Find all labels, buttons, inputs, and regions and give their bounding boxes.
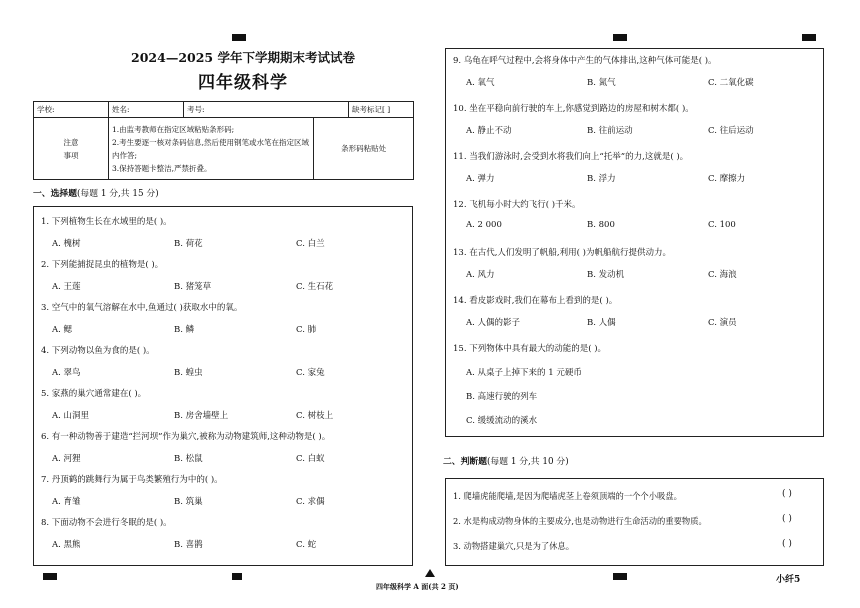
option-b[interactable]: B. 800 [587,220,615,230]
exam-number-field[interactable]: 考号: [184,102,349,118]
question-text: 13. 在古代,人们发明了帆船,利用( )为帆船航行提供动力。 [453,248,671,258]
page-triangle-icon [425,569,435,577]
option-b[interactable]: B. 筑巢 [174,497,203,507]
option-b[interactable]: B. 往前运动 [587,126,633,136]
option-c[interactable]: C. 蛇 [296,540,317,550]
answer-paren[interactable]: ( ) [782,489,792,499]
section-title: 二、判断题 [443,457,487,467]
option-a[interactable]: A. 育雏 [52,497,81,507]
note-item: 1.由监考教师在指定区域粘贴条形码; [112,124,235,134]
judgment-item: 1. 爬墙虎能爬墙,是因为爬墙虎茎上卷须顶端的一个个小吸盘。 [453,491,682,501]
option-c[interactable]: C. 演员 [708,318,737,328]
answer-paren[interactable]: ( ) [782,514,792,524]
option-b[interactable]: B. 松鼠 [174,454,203,464]
question-text: 1. 下列植物生长在水域里的是( )。 [41,217,172,227]
absent-mark-field[interactable]: 缺考标记[ ] [349,102,414,118]
option-b[interactable]: B. 猪笼草 [174,282,212,292]
registration-mark [613,573,627,580]
option-c[interactable]: C. 家兔 [296,368,325,378]
registration-mark [802,34,816,41]
option-b[interactable]: B. 发动机 [587,270,625,280]
option[interactable]: C. 缓缓流动的溪水 [466,416,538,426]
option-a[interactable]: A. 王莲 [52,282,81,292]
question-text: 15. 下列物体中具有最大的动能的是( )。 [453,344,607,354]
question-text: 12. 飞机每小时大约飞行( )千米。 [453,200,581,210]
judgment-item: 3. 动物搭建巢穴,只是为了休息。 [453,541,575,551]
exam-subject: 四年级科学 [198,73,288,93]
corner-code: 小纤5 [776,575,801,585]
name-field[interactable]: 姓名: [109,102,184,118]
option-c[interactable]: C. 二氧化碳 [708,78,754,88]
option-c[interactable]: C. 往后运动 [708,126,754,136]
option-c[interactable]: C. 白兰 [296,239,325,249]
question-text: 4. 下列动物以鱼为食的是( )。 [41,346,155,356]
answer-paren[interactable]: ( ) [782,539,792,549]
option[interactable]: A. 从桌子上掉下来的 1 元硬币 [466,368,582,378]
option-b[interactable]: B. 氮气 [587,78,616,88]
barcode-area: 条形码粘贴处 [314,118,414,180]
section-note: (每题 1 分,共 15 分) [77,189,159,199]
question-text: 6. 有一种动物善于建造“拦河坝”作为巢穴,被称为动物建筑师,这种动物是( )。 [41,432,331,442]
student-info-table [33,101,414,180]
option-c[interactable]: C. 白蚁 [296,454,325,464]
registration-mark [232,573,242,580]
section-note: (每题 1 分,共 10 分) [487,457,569,467]
option-b[interactable]: B. 蝗虫 [174,368,203,378]
question-text: 7. 丹顶鹤的跳舞行为属于鸟类繁殖行为中的( )。 [41,475,223,485]
question-text: 8. 下面动物不会进行冬眠的是( )。 [41,518,172,528]
option-a[interactable]: A. 风力 [466,270,495,280]
option-a[interactable]: A. 鳃 [52,325,73,335]
question-text: 5. 家燕的巢穴通常建在( )。 [41,389,147,399]
section-heading [443,454,569,467]
option-a[interactable]: A. 氧气 [466,78,495,88]
option-a[interactable]: A. 黑熊 [52,540,81,550]
option-b[interactable]: B. 荷花 [174,239,203,249]
notes-label-text: 注意事项 [63,137,79,160]
option-a[interactable]: A. 翠鸟 [52,368,81,378]
notes-list [109,118,314,180]
section-title: 一、选择题 [33,189,77,199]
registration-mark [613,34,627,41]
question-text: 10. 坐在平稳向前行驶的车上,你感觉到路边的房屋和树木都( )。 [453,104,694,114]
option-c[interactable]: C. 求偶 [296,497,325,507]
option-b[interactable]: B. 喜鹊 [174,540,203,550]
registration-mark [232,34,246,41]
note-item: 2.考生要逐一核对条码信息,然后使用钢笔或水笔在指定区域内作答; [112,137,310,160]
option-c[interactable]: C. 100 [708,220,736,230]
option-c[interactable]: C. 树枝上 [296,411,334,421]
notes-label [34,118,109,180]
question-text: 9. 乌龟在呼气过程中,会将身体中产生的气体排出,这种气体可能是( )。 [453,56,717,66]
note-item: 3.保持答题卡整洁,严禁折叠。 [112,163,212,173]
option-b[interactable]: B. 浮力 [587,174,616,184]
option-b[interactable]: B. 房舍墙壁上 [174,411,229,421]
question-text: 2. 下列能捕捉昆虫的植物是( )。 [41,260,164,270]
question-text: 11. 当我们游泳时,会受到水将我们向上“托举”的力,这就是( )。 [453,152,689,162]
option-a[interactable]: A. 2 000 [466,220,502,230]
option-c[interactable]: C. 肺 [296,325,317,335]
judgment-item: 2. 水是构成动物身体的主要成分,也是动物进行生命活动的重要物质。 [453,516,707,526]
page-footer: 四年级科学 A 面(共 2 页) [376,582,459,591]
option-a[interactable]: A. 河狸 [52,454,81,464]
option-b[interactable]: B. 人偶 [587,318,616,328]
question-text: 14. 看皮影戏时,我们在幕布上看到的是( )。 [453,296,618,306]
registration-mark [43,573,57,580]
option-a[interactable]: A. 山洞里 [52,411,90,421]
section-heading [33,186,159,199]
question-text: 3. 空气中的氧气溶解在水中,鱼通过( )获取水中的氧。 [41,303,243,313]
option-c[interactable]: C. 海浪 [708,270,737,280]
school-field[interactable]: 学校: [34,102,109,118]
exam-title: 2024—2025 学年下学期期末考试试卷 [131,50,355,65]
option-a[interactable]: A. 人偶的影子 [466,318,521,328]
option-b[interactable]: B. 鳞 [174,325,195,335]
option-c[interactable]: C. 摩擦力 [708,174,746,184]
option-a[interactable]: A. 静止不动 [466,126,512,136]
option[interactable]: B. 高速行驶的列车 [466,392,538,402]
option-a[interactable]: A. 槐树 [52,239,81,249]
option-a[interactable]: A. 弹力 [466,174,495,184]
option-c[interactable]: C. 生石花 [296,282,334,292]
